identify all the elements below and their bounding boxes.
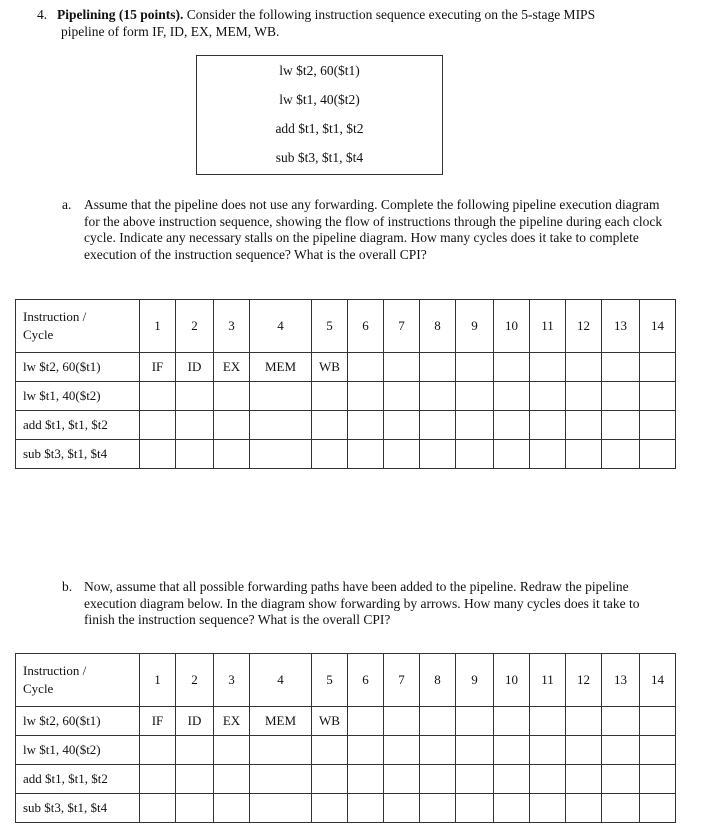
cycle-header-cell: 2 (176, 300, 214, 353)
part-a-letter: a. (62, 197, 72, 212)
stage-cell[interactable] (494, 765, 530, 794)
stage-cell[interactable] (140, 736, 176, 765)
stage-cell[interactable] (640, 411, 676, 440)
cycle-header-cell: 13 (602, 654, 640, 707)
stage-cell[interactable] (214, 440, 250, 469)
stage-cell[interactable] (530, 382, 566, 411)
stage-cell[interactable] (640, 440, 676, 469)
table-row (16, 765, 676, 794)
part-a (62, 197, 672, 263)
stage-cell[interactable] (176, 765, 214, 794)
question-intro: Consider the following instruction sequence executing on the 5-stage MIPS (183, 7, 596, 22)
stage-cell[interactable] (140, 765, 176, 794)
stage-cell[interactable] (312, 440, 348, 469)
cycle-header-cell: 10 (494, 654, 530, 707)
stage-cell[interactable] (494, 794, 530, 823)
stage-cell[interactable] (348, 765, 384, 794)
stage-cell[interactable] (312, 765, 348, 794)
stage-cell[interactable] (456, 353, 494, 382)
cycle-header-cell: 9 (456, 654, 494, 707)
stage-cell[interactable] (384, 707, 420, 736)
cycle-header-cell: 6 (348, 300, 384, 353)
stage-cell[interactable] (456, 382, 494, 411)
stage-cell[interactable] (566, 794, 602, 823)
stage-cell[interactable] (602, 353, 640, 382)
instruction-cell: lw $t1, 40($t2) (16, 382, 140, 411)
stage-cell[interactable] (214, 382, 250, 411)
stage-cell[interactable] (602, 765, 640, 794)
cycle-header-cell: 3 (214, 300, 250, 353)
stage-cell[interactable] (494, 440, 530, 469)
part-b-text: Now, assume that all possible forwarding paths have been added to the pipeline. Redraw the pipeline execution diagram below. In the diagram show forwarding by arrows. How many cycles does it take to finish the instruction sequence? What is the overall CPI? (84, 579, 640, 627)
cycle-header-cell: 4 (250, 654, 312, 707)
stage-cell[interactable] (494, 736, 530, 765)
header-line-2: Cycle (23, 327, 54, 342)
stage-cell[interactable] (214, 736, 250, 765)
stage-cell[interactable]: WB (312, 707, 348, 736)
table-row (16, 411, 676, 440)
pipeline-table-b (15, 653, 676, 823)
stage-cell[interactable] (420, 765, 456, 794)
stage-cell[interactable] (176, 440, 214, 469)
stage-cell[interactable] (420, 736, 456, 765)
stage-cell[interactable] (456, 794, 494, 823)
stage-cell[interactable] (250, 736, 312, 765)
stage-cell[interactable] (312, 736, 348, 765)
table-header-row (16, 654, 676, 707)
stage-cell[interactable] (602, 736, 640, 765)
cycle-header-cell: 5 (312, 300, 348, 353)
stage-cell[interactable] (530, 707, 566, 736)
stage-cell[interactable] (214, 794, 250, 823)
cycle-header-cell: 7 (384, 300, 420, 353)
table-row (16, 794, 676, 823)
question-header (37, 6, 677, 40)
instruction-cell: sub $t3, $t1, $t4 (16, 794, 140, 823)
instruction-sequence-box (196, 55, 443, 175)
stage-cell[interactable] (456, 765, 494, 794)
cycle-header-cell: 6 (348, 654, 384, 707)
stage-cell[interactable] (250, 765, 312, 794)
cycle-header-cell: 13 (602, 300, 640, 353)
cycle-header-cell: 12 (566, 654, 602, 707)
stage-cell[interactable] (566, 707, 602, 736)
instruction-cell: add $t1, $t1, $t2 (16, 411, 140, 440)
stage-cell[interactable] (566, 411, 602, 440)
instruction-cell: add $t1, $t1, $t2 (16, 765, 140, 794)
part-a-text: Assume that the pipeline does not use any forwarding. Complete the following pipeline execution diagram for the above instruction sequence, showing the flow of instructions through the pipeline during each clock cycle. Indicate any necessary stalls on the pipeline diagram. How many cycles does it take to complete execution of the instruction sequence? What is the overall CPI? (84, 197, 663, 262)
stage-cell[interactable] (456, 411, 494, 440)
stage-cell[interactable] (348, 382, 384, 411)
cycle-header-cell: 12 (566, 300, 602, 353)
stage-cell[interactable] (566, 736, 602, 765)
cycle-header-cell: 7 (384, 654, 420, 707)
cycle-header-cell: 3 (214, 654, 250, 707)
stage-cell[interactable] (566, 382, 602, 411)
stage-cell[interactable] (176, 794, 214, 823)
header-line-1: Instruction / (23, 309, 87, 324)
cycle-header-cell: 1 (140, 300, 176, 353)
cycle-header-cell: 8 (420, 300, 456, 353)
cycle-header-cell: 4 (250, 300, 312, 353)
stage-cell[interactable] (348, 353, 384, 382)
stage-cell[interactable] (566, 353, 602, 382)
stage-cell[interactable] (312, 794, 348, 823)
question-line-2: pipeline of form IF, ID, EX, MEM, WB. (61, 24, 280, 39)
code-line: lw $t2, 60($t1) (279, 63, 360, 78)
stage-cell[interactable] (250, 794, 312, 823)
stage-cell[interactable] (640, 765, 676, 794)
stage-cell[interactable] (530, 794, 566, 823)
stage-cell[interactable] (420, 794, 456, 823)
stage-cell[interactable] (384, 353, 420, 382)
table-row (16, 440, 676, 469)
stage-cell[interactable] (348, 707, 384, 736)
stage-cell[interactable] (214, 411, 250, 440)
cycle-header-cell: 10 (494, 300, 530, 353)
stage-cell[interactable] (530, 411, 566, 440)
stage-cell[interactable]: WB (312, 353, 348, 382)
stage-cell[interactable] (312, 411, 348, 440)
stage-cell[interactable] (420, 440, 456, 469)
stage-cell[interactable]: ID (176, 353, 214, 382)
cycle-header-cell: 11 (530, 654, 566, 707)
stage-cell[interactable] (456, 736, 494, 765)
stage-cell[interactable] (640, 794, 676, 823)
stage-cell[interactable] (640, 707, 676, 736)
stage-cell[interactable] (456, 440, 494, 469)
code-line: lw $t1, 40($t2) (279, 92, 360, 107)
instruction-cell: lw $t1, 40($t2) (16, 736, 140, 765)
stage-cell[interactable] (494, 353, 530, 382)
instruction-cycle-header (16, 654, 140, 707)
stage-cell[interactable] (140, 411, 176, 440)
code-line: sub $t3, $t1, $t4 (275, 150, 364, 165)
stage-cell[interactable] (250, 382, 312, 411)
stage-cell[interactable] (530, 736, 566, 765)
stage-cell[interactable] (384, 382, 420, 411)
cycle-header-cell: 2 (176, 654, 214, 707)
instruction-cell: lw $t2, 60($t1) (16, 353, 140, 382)
stage-cell[interactable]: ID (176, 707, 214, 736)
stage-cell[interactable]: IF (140, 353, 176, 382)
table-row (16, 736, 676, 765)
stage-cell[interactable] (602, 440, 640, 469)
stage-cell[interactable] (384, 794, 420, 823)
stage-cell[interactable]: MEM (250, 707, 312, 736)
stage-cell[interactable] (140, 794, 176, 823)
cycle-header-cell: 8 (420, 654, 456, 707)
stage-cell[interactable] (384, 440, 420, 469)
code-line: add $t1, $t1, $t2 (275, 121, 364, 136)
stage-cell[interactable] (420, 382, 456, 411)
stage-cell[interactable] (530, 353, 566, 382)
stage-cell[interactable] (176, 736, 214, 765)
stage-cell[interactable] (140, 382, 176, 411)
question-title: Pipelining (15 points). (57, 7, 184, 22)
instruction-cell: lw $t2, 60($t1) (16, 707, 140, 736)
stage-cell[interactable] (602, 707, 640, 736)
stage-cell[interactable] (140, 440, 176, 469)
stage-cell[interactable] (384, 411, 420, 440)
header-line-2: Cycle (23, 681, 54, 696)
instruction-cycle-header (16, 300, 140, 353)
stage-cell[interactable] (602, 794, 640, 823)
cycle-header-cell: 5 (312, 654, 348, 707)
table-row (16, 382, 676, 411)
stage-cell[interactable] (348, 794, 384, 823)
stage-cell[interactable] (456, 707, 494, 736)
stage-cell[interactable] (176, 382, 214, 411)
cycle-header-cell: 11 (530, 300, 566, 353)
stage-cell[interactable] (494, 411, 530, 440)
stage-cell[interactable] (566, 440, 602, 469)
stage-cell[interactable] (420, 707, 456, 736)
stage-cell[interactable] (640, 353, 676, 382)
stage-cell[interactable] (348, 736, 384, 765)
stage-cell[interactable] (214, 765, 250, 794)
stage-cell[interactable] (420, 411, 456, 440)
stage-cell[interactable]: EX (214, 353, 250, 382)
question-line-1 (37, 6, 677, 23)
stage-cell[interactable]: EX (214, 707, 250, 736)
pipeline-table-a (15, 299, 676, 469)
table-header-row (16, 300, 676, 353)
cycle-header-cell: 9 (456, 300, 494, 353)
part-b-letter: b. (62, 579, 73, 594)
table-row (16, 707, 676, 736)
stage-cell[interactable] (348, 440, 384, 469)
stage-cell[interactable] (602, 382, 640, 411)
question-number: 4. (37, 7, 48, 22)
stage-cell[interactable] (176, 411, 214, 440)
stage-cell[interactable] (530, 440, 566, 469)
cycle-header-cell: 14 (640, 654, 676, 707)
stage-cell[interactable] (250, 411, 312, 440)
stage-cell[interactable] (494, 382, 530, 411)
cycle-header-cell: 14 (640, 300, 676, 353)
stage-cell[interactable] (494, 707, 530, 736)
stage-cell[interactable] (348, 411, 384, 440)
stage-cell[interactable] (250, 440, 312, 469)
header-line-1: Instruction / (23, 663, 87, 678)
stage-cell[interactable] (312, 382, 348, 411)
stage-cell[interactable] (420, 353, 456, 382)
stage-cell[interactable] (384, 736, 420, 765)
table-row (16, 353, 676, 382)
stage-cell[interactable] (566, 765, 602, 794)
stage-cell[interactable] (640, 736, 676, 765)
instruction-cell: sub $t3, $t1, $t4 (16, 440, 140, 469)
stage-cell[interactable]: IF (140, 707, 176, 736)
stage-cell[interactable] (384, 765, 420, 794)
stage-cell[interactable] (530, 765, 566, 794)
stage-cell[interactable]: MEM (250, 353, 312, 382)
part-b (62, 579, 672, 629)
stage-cell[interactable] (602, 411, 640, 440)
stage-cell[interactable] (640, 382, 676, 411)
cycle-header-cell: 1 (140, 654, 176, 707)
